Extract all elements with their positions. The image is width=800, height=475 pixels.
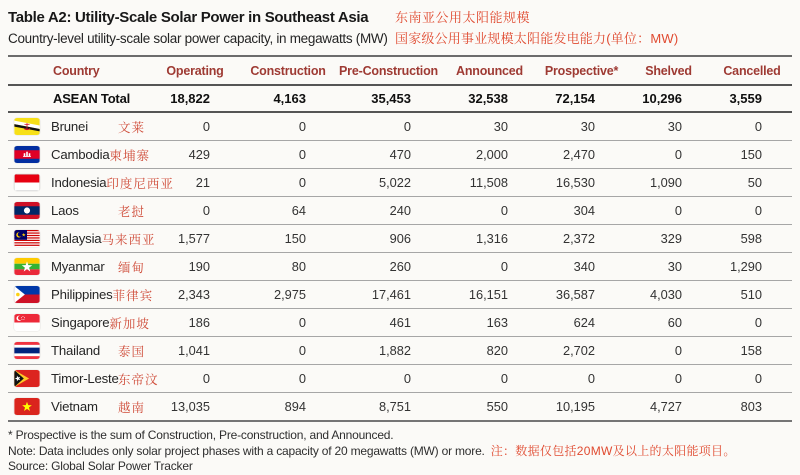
col-header-operating: Operating: [150, 56, 240, 85]
country-name: Indonesia: [51, 175, 107, 190]
cell-pre-construction: 240: [336, 197, 441, 225]
cell-shelved: 0: [625, 365, 712, 393]
country-name-zh: 新加坡: [109, 316, 150, 331]
cell-operating: 190: [150, 253, 240, 281]
cell-shelved: 0: [625, 141, 712, 169]
solar-capacity-table: [8, 55, 792, 422]
country-cell: [8, 141, 150, 169]
table-row: [8, 253, 792, 281]
cell-operating: 0: [150, 112, 240, 141]
cell-cancelled: 0: [712, 197, 792, 225]
table-row: [8, 337, 792, 365]
country-cell: [8, 112, 150, 141]
country-cell: [8, 253, 150, 281]
country-cell: [8, 309, 150, 337]
country-name-zh: 东帝汶: [118, 372, 159, 387]
country-name: Thailand: [51, 343, 100, 358]
flag-timor-leste-icon: [14, 370, 40, 387]
cell-construction: 0: [240, 112, 336, 141]
cell-construction: 80: [240, 253, 336, 281]
flag-cambodia-icon: [14, 146, 40, 163]
cell-announced: 11,508: [441, 169, 538, 197]
cell-prospective: 2,372: [538, 225, 625, 253]
country-name-zh: 印度尼西亚: [106, 176, 174, 191]
title-block: [0, 0, 800, 47]
cell-operating: 21: [150, 169, 240, 197]
country-name: Brunei: [51, 119, 88, 134]
cell-operating: 429: [150, 141, 240, 169]
country-cell: [8, 393, 150, 422]
cell-cancelled: 803: [740, 399, 762, 414]
table-row: [8, 169, 792, 197]
col-header-construction: Construction: [240, 56, 336, 85]
country-name-zh: 泰国: [118, 344, 146, 359]
cell-announced: 30: [441, 112, 538, 141]
cell-announced: 820: [441, 337, 538, 365]
cell-pre-construction: 906: [336, 225, 441, 253]
total-cancelled: 3,559: [712, 85, 792, 112]
col-header-shelved: Shelved: [625, 56, 712, 85]
flag-philippines-icon: [14, 286, 40, 303]
cell-prospective: 10,195: [555, 399, 595, 414]
table-row: [8, 393, 792, 422]
cell-operating: 186: [150, 309, 240, 337]
total-prospective: 72,154: [538, 85, 625, 112]
cell-construction: 0: [240, 141, 336, 169]
cell-construction: 0: [240, 337, 336, 365]
cell-operating: 1,577: [150, 225, 240, 253]
table-title-zh: 东南亚公用太阳能规模: [395, 10, 531, 25]
country-name: Cambodia: [51, 147, 110, 162]
country-name-zh: 马来西亚: [101, 232, 156, 247]
col-header-country: Country: [8, 56, 150, 85]
cell-construction: 0: [240, 309, 336, 337]
country-cell: [8, 197, 150, 225]
country-name: Singapore: [51, 315, 110, 330]
cell-construction: 150: [240, 225, 336, 253]
country-cell: [8, 225, 156, 253]
cell-shelved: 60: [625, 309, 712, 337]
table-row: [8, 141, 792, 169]
cell-cancelled: 510: [712, 281, 792, 309]
flag-brunei-icon: [14, 118, 40, 135]
cell-prospective: 30: [538, 112, 625, 141]
table-row: [8, 112, 792, 141]
cell-prospective: 340: [538, 253, 625, 281]
country-name: Philippines: [51, 287, 113, 302]
cell-announced: 0: [441, 253, 538, 281]
cell-pre-construction: 461: [336, 309, 441, 337]
flag-malaysia-icon: [14, 230, 40, 247]
cell-announced: 0: [441, 197, 538, 225]
cell-cancelled: 0: [712, 112, 792, 141]
cell-construction: 0: [240, 365, 336, 393]
cell-announced: 0: [441, 365, 538, 393]
footnote-source: Source: Global Solar Power Tracker: [8, 459, 193, 473]
cell-operating: 0: [150, 197, 240, 225]
footnote-data-note-en: Note: Data includes only solar project phases with a capacity of 20 megawatts (MW) or more.: [8, 443, 485, 458]
table-subtitle-zh: 国家级公用事业规模太阳能发电能力(单位：MW): [395, 31, 679, 46]
country-cell: [8, 337, 150, 365]
cell-operating: 2,343: [150, 281, 240, 309]
cell-shelved: 329: [625, 225, 712, 253]
cell-prospective: 624: [538, 309, 625, 337]
flag-indonesia-icon: [14, 174, 40, 191]
cell-announced: 550: [486, 399, 508, 414]
cell-pre-construction: 260: [336, 253, 441, 281]
country-name-zh: 老挝: [118, 204, 146, 219]
total-construction: 4,163: [240, 85, 336, 112]
cell-announced: 16,151: [441, 281, 538, 309]
cell-cancelled: 150: [712, 141, 792, 169]
country-name: Laos: [51, 203, 79, 218]
cell-shelved: 30: [625, 253, 712, 281]
cell-prospective: 36,587: [538, 281, 625, 309]
table-row: [8, 365, 792, 393]
total-pre-construction: 35,453: [336, 85, 441, 112]
cell-cancelled: 598: [712, 225, 792, 253]
cell-operating: 0: [150, 365, 240, 393]
total-operating: 18,822: [150, 85, 240, 112]
cell-cancelled: 1,290: [712, 253, 792, 281]
flag-singapore-icon: [14, 314, 40, 331]
cell-prospective: 0: [538, 365, 625, 393]
country-name: Vietnam: [51, 399, 98, 414]
cell-pre-construction: 1,882: [336, 337, 441, 365]
table-row: [8, 197, 792, 225]
cell-prospective: 2,702: [538, 337, 625, 365]
table-title: Table A2: Utility-Scale Solar Power in Southeast Asia: [8, 9, 369, 26]
country-name: Timor-Leste: [51, 371, 119, 386]
col-header-pre-construction: Pre-Construction: [336, 56, 441, 85]
cell-construction: 894: [284, 399, 306, 414]
table-row: [8, 225, 792, 253]
cell-prospective: 16,530: [538, 169, 625, 197]
cell-announced: 1,316: [441, 225, 538, 253]
flag-vietnam-icon: [14, 398, 40, 415]
footnote-prospective: * Prospective is the sum of Construction, Pre-construction, and Announced.: [8, 428, 394, 442]
table-row: [8, 281, 792, 309]
country-name-zh: 越南: [118, 400, 146, 415]
cell-operating: 13,035: [170, 399, 210, 414]
cell-shelved: 0: [625, 197, 712, 225]
country-name-zh: 柬埔寨: [109, 148, 151, 163]
cell-pre-construction: 0: [336, 365, 441, 393]
cell-construction: 2,975: [240, 281, 336, 309]
col-header-announced: Announced: [441, 56, 538, 85]
cell-construction: 64: [240, 197, 336, 225]
cell-cancelled: 0: [712, 309, 792, 337]
cell-cancelled: 50: [712, 169, 792, 197]
country-cell: [8, 169, 174, 197]
total-announced: 32,538: [441, 85, 538, 112]
country-cell: [8, 281, 154, 309]
cell-shelved: 0: [625, 337, 712, 365]
cell-cancelled: 0: [712, 365, 792, 393]
cell-operating: 1,041: [150, 337, 240, 365]
table-row: [8, 309, 792, 337]
footnotes: [8, 428, 800, 475]
country-name-zh: 菲律宾: [112, 288, 154, 303]
cell-shelved: 4,030: [625, 281, 712, 309]
cell-construction: 0: [240, 169, 336, 197]
cell-pre-construction: 5,022: [336, 169, 441, 197]
country-name: Malaysia: [51, 231, 102, 246]
table-header-row: [8, 56, 792, 85]
flag-myanmar-icon: [14, 258, 40, 275]
cell-shelved: 1,090: [625, 169, 712, 197]
country-name-zh: 缅甸: [118, 260, 146, 275]
col-header-cancelled: Cancelled: [712, 56, 792, 85]
flag-thailand-icon: [14, 342, 40, 359]
cell-announced: 163: [441, 309, 538, 337]
cell-prospective: 304: [538, 197, 625, 225]
cell-pre-construction: 17,461: [336, 281, 441, 309]
country-cell: [8, 365, 159, 393]
asean-total-row: [8, 85, 792, 112]
footnote-data-note-zh: 注：数据仅包括20MW及以上的太阳能项目。: [490, 443, 736, 458]
country-name-zh: 文莱: [118, 120, 146, 135]
footnote-data-note: [8, 444, 800, 460]
cell-announced: 2,000: [441, 141, 538, 169]
country-name: Myanmar: [51, 259, 105, 274]
country-rows: [8, 112, 792, 421]
asean-total-label: ASEAN Total: [8, 85, 150, 112]
total-shelved: 10,296: [625, 85, 712, 112]
flag-laos-icon: [14, 202, 40, 219]
col-header-prospective: Prospective*: [538, 56, 625, 85]
cell-pre-construction: 470: [336, 141, 441, 169]
table-subtitle: Country-level utility-scale solar power capacity, in megawatts (MW): [8, 31, 388, 46]
cell-shelved: 30: [625, 112, 712, 141]
cell-pre-construction: 8,751: [378, 399, 411, 414]
cell-prospective: 2,470: [538, 141, 625, 169]
cell-cancelled: 158: [712, 337, 792, 365]
cell-pre-construction: 0: [336, 112, 441, 141]
cell-shelved: 4,727: [649, 399, 682, 414]
